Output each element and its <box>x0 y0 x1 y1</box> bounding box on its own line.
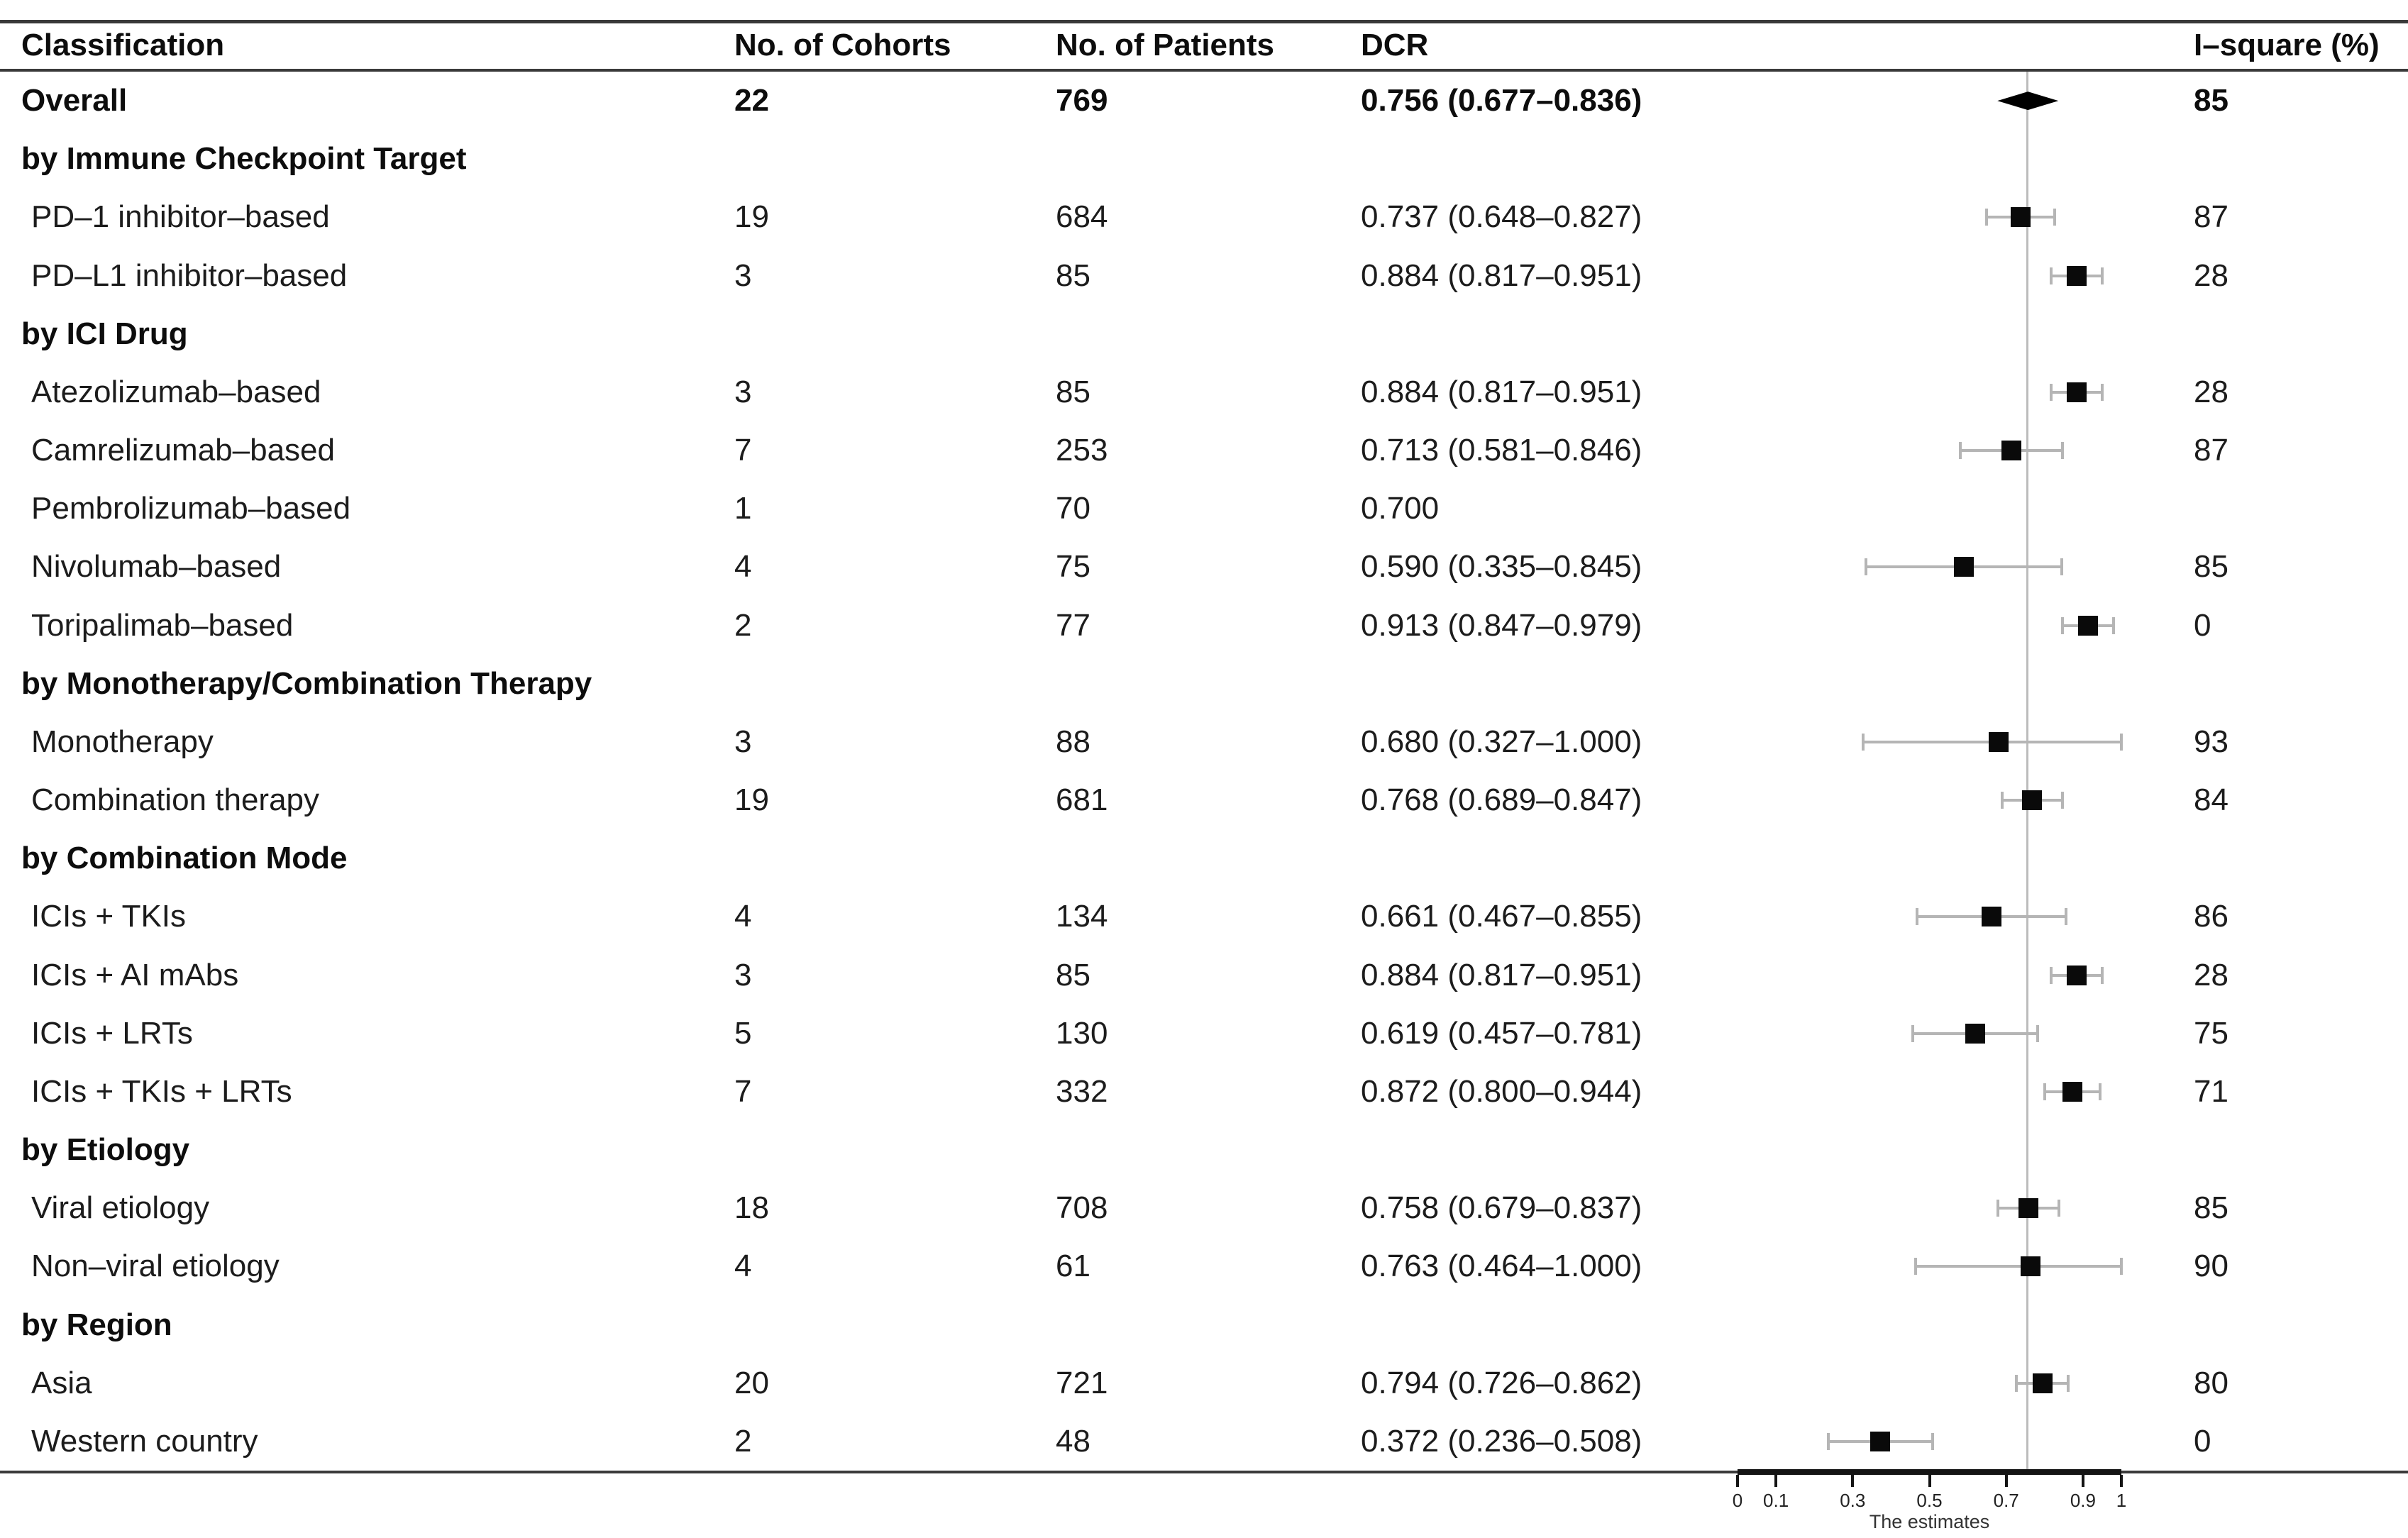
ci-cap-left <box>2050 967 2053 984</box>
i-square-cell: 90 <box>2194 1249 2228 1284</box>
section-row <box>0 1296 2408 1354</box>
dcr-cell: 0.713 (0.581–0.846) <box>1361 433 1642 468</box>
classification-cell: Atezolizumab–based <box>31 374 321 409</box>
axis-tick-label: 0.5 <box>1916 1490 1943 1511</box>
header-i-square: I–square (%) <box>2194 27 2380 62</box>
dcr-cell: 0.680 (0.327–1.000) <box>1361 724 1642 759</box>
table-row <box>0 188 2408 246</box>
classification-cell: Overall <box>21 83 128 118</box>
classification-cell: Nivolumab–based <box>31 549 282 585</box>
classification-cell: ICIs + TKIs + LRTs <box>31 1073 292 1109</box>
axis-tick-label: 0.3 <box>1840 1490 1866 1511</box>
ci-cap-right <box>2112 617 2115 634</box>
classification-cell: by Immune Checkpoint Target <box>21 141 467 177</box>
axis-tick-label: 0.7 <box>1993 1490 2019 1511</box>
patients-cell: 684 <box>1056 199 1108 235</box>
i-square-cell: 84 <box>2194 782 2228 818</box>
point-estimate-marker <box>1982 907 2001 926</box>
patients-cell: 708 <box>1056 1190 1108 1226</box>
axis-tick <box>1928 1475 1931 1487</box>
axis-tick <box>1774 1475 1777 1487</box>
ci-cap-right <box>2036 1025 2039 1042</box>
patients-cell: 134 <box>1056 899 1108 934</box>
table-row <box>0 946 2408 1005</box>
classification-cell: by ICI Drug <box>21 316 188 351</box>
patients-cell: 253 <box>1056 433 1108 468</box>
classification-cell: Western country <box>31 1423 258 1459</box>
table-row <box>0 1237 2408 1295</box>
axis-tick-label: 1 <box>2116 1490 2127 1511</box>
cohorts-cell: 1 <box>734 491 752 526</box>
classification-cell: Camrelizumab–based <box>31 433 335 468</box>
table-row <box>0 771 2408 829</box>
dcr-cell: 0.737 (0.648–0.827) <box>1361 199 1642 235</box>
classification-cell: Non–viral etiology <box>31 1249 280 1284</box>
axis-tick <box>2005 1475 2008 1487</box>
ci-whisker <box>1916 1265 2121 1268</box>
cohorts-cell: 2 <box>734 1423 752 1459</box>
dcr-cell: 0.763 (0.464–1.000) <box>1361 1249 1642 1284</box>
table-row <box>0 72 2408 130</box>
patients-cell: 61 <box>1056 1249 1090 1284</box>
ci-cap-right <box>2120 1258 2123 1275</box>
classification-cell: Combination therapy <box>31 782 320 818</box>
classification-cell: by Monotherapy/Combination Therapy <box>21 665 592 701</box>
dcr-cell: 0.661 (0.467–0.855) <box>1361 899 1642 934</box>
patients-cell: 85 <box>1056 957 1090 992</box>
i-square-cell: 28 <box>2194 258 2228 293</box>
table-header-row <box>0 21 2408 69</box>
table-row <box>0 421 2408 480</box>
classification-cell: by Combination Mode <box>21 841 348 876</box>
dcr-cell: 0.700 <box>1361 491 1440 526</box>
point-estimate-marker <box>2067 966 2087 985</box>
table-row <box>0 538 2408 596</box>
dcr-cell: 0.913 (0.847–0.979) <box>1361 607 1642 643</box>
point-estimate-marker <box>2022 790 2042 810</box>
i-square-cell: 71 <box>2194 1073 2228 1109</box>
ci-cap-left <box>2050 267 2053 284</box>
classification-cell: ICIs + AI mAbs <box>31 957 239 992</box>
patients-cell: 769 <box>1056 83 1108 118</box>
dcr-cell: 0.768 (0.689–0.847) <box>1361 782 1642 818</box>
i-square-cell: 0 <box>2194 607 2211 643</box>
ci-cap-left <box>1827 1433 1830 1450</box>
ci-cap-left <box>2001 792 2004 809</box>
cohorts-cell: 7 <box>734 433 752 468</box>
table-row <box>0 597 2408 655</box>
point-estimate-marker <box>2018 1198 2038 1218</box>
ci-cap-left <box>1865 558 1867 575</box>
i-square-cell: 75 <box>2194 1015 2228 1051</box>
i-square-cell: 85 <box>2194 549 2228 585</box>
point-estimate-marker <box>1989 732 2009 752</box>
i-square-cell: 0 <box>2194 1423 2211 1459</box>
table-row <box>0 1179 2408 1237</box>
patients-cell: 70 <box>1056 491 1090 526</box>
patients-cell: 85 <box>1056 374 1090 409</box>
point-estimate-marker <box>2011 207 2031 227</box>
cohorts-cell: 3 <box>734 957 752 992</box>
section-row <box>0 829 2408 887</box>
table-row <box>0 363 2408 421</box>
table-row <box>0 1354 2408 1412</box>
axis-tick <box>1851 1475 1854 1487</box>
dcr-cell: 0.884 (0.817–0.951) <box>1361 258 1642 293</box>
dcr-cell: 0.794 (0.726–0.862) <box>1361 1365 1642 1400</box>
classification-cell: Monotherapy <box>31 724 214 759</box>
point-estimate-marker <box>1870 1432 1890 1451</box>
cohorts-cell: 19 <box>734 782 769 818</box>
patients-cell: 130 <box>1056 1015 1108 1051</box>
classification-cell: Viral etiology <box>31 1190 210 1226</box>
ci-cap-left <box>1985 209 1988 226</box>
ci-cap-left <box>1996 1200 1999 1217</box>
classification-cell: PD–L1 inhibitor–based <box>31 258 348 293</box>
ci-cap-right <box>2101 384 2104 401</box>
axis-tick <box>2120 1475 2123 1487</box>
cohorts-cell: 3 <box>734 374 752 409</box>
x-axis-line <box>1738 1469 2121 1475</box>
table-row <box>0 1005 2408 1063</box>
table-row <box>0 1063 2408 1121</box>
classification-cell: by Etiology <box>21 1132 190 1168</box>
ci-cap-left <box>1914 1258 1917 1275</box>
cohorts-cell: 5 <box>734 1015 752 1051</box>
table-row <box>0 713 2408 771</box>
ci-cap-right <box>2067 1375 2070 1392</box>
classification-cell: ICIs + TKIs <box>31 899 187 934</box>
point-estimate-marker <box>1965 1024 1985 1044</box>
dcr-cell: 0.872 (0.800–0.944) <box>1361 1073 1642 1109</box>
table-row <box>0 480 2408 538</box>
cohorts-cell: 2 <box>734 607 752 643</box>
ci-cap-left <box>1862 734 1865 751</box>
ci-cap-left <box>1911 1025 1914 1042</box>
section-row <box>0 1121 2408 1179</box>
dcr-cell: 0.372 (0.236–0.508) <box>1361 1423 1642 1459</box>
i-square-cell: 85 <box>2194 1190 2228 1226</box>
ci-cap-right <box>2061 442 2064 459</box>
classification-cell: Asia <box>31 1365 92 1400</box>
table-row <box>0 1412 2408 1471</box>
table-row <box>0 887 2408 946</box>
point-estimate-marker <box>2067 382 2087 402</box>
classification-cell: by Region <box>21 1307 172 1342</box>
patients-cell: 681 <box>1056 782 1108 818</box>
cohorts-cell: 3 <box>734 724 752 759</box>
ci-cap-right <box>1931 1433 1934 1450</box>
dcr-cell: 0.756 (0.677–0.836) <box>1361 83 1642 118</box>
patients-cell: 332 <box>1056 1073 1108 1109</box>
patients-cell: 85 <box>1056 258 1090 293</box>
overall-diamond <box>1997 92 2058 110</box>
classification-cell: PD–1 inhibitor–based <box>31 199 330 235</box>
dcr-cell: 0.619 (0.457–0.781) <box>1361 1015 1642 1051</box>
ci-cap-left <box>2061 617 2064 634</box>
i-square-cell: 28 <box>2194 374 2228 409</box>
x-axis-title: The estimates <box>1869 1511 1990 1532</box>
dcr-cell: 0.884 (0.817–0.951) <box>1361 374 1642 409</box>
classification-cell: Pembrolizumab–based <box>31 491 351 526</box>
axis-tick-label: 0.9 <box>2070 1490 2096 1511</box>
axis-tick-label: 0 <box>1732 1490 1743 1511</box>
point-estimate-marker <box>2078 616 2098 636</box>
point-estimate-marker <box>1954 557 1974 577</box>
i-square-cell: 80 <box>2194 1365 2228 1400</box>
table-row <box>0 247 2408 305</box>
ci-cap-right <box>2101 267 2104 284</box>
point-estimate-marker <box>2001 441 2021 460</box>
patients-cell: 48 <box>1056 1423 1090 1459</box>
ci-cap-right <box>2120 734 2123 751</box>
cohorts-cell: 22 <box>734 83 769 118</box>
i-square-cell: 86 <box>2194 899 2228 934</box>
i-square-cell: 93 <box>2194 724 2228 759</box>
dcr-cell: 0.884 (0.817–0.951) <box>1361 957 1642 992</box>
ci-cap-right <box>2099 1083 2102 1100</box>
ci-cap-left <box>1959 442 1962 459</box>
point-estimate-marker <box>2062 1082 2082 1102</box>
section-row <box>0 655 2408 713</box>
ci-cap-left <box>2050 384 2053 401</box>
point-estimate-marker <box>2067 266 2087 286</box>
axis-tick-label: 0.1 <box>1763 1490 1789 1511</box>
header-classification: Classification <box>21 27 225 62</box>
header-cohorts: No. of Cohorts <box>734 27 951 62</box>
ci-cap-right <box>2061 792 2064 809</box>
ci-cap-left <box>2015 1375 2018 1392</box>
cohorts-cell: 7 <box>734 1073 752 1109</box>
cohorts-cell: 4 <box>734 1249 752 1284</box>
section-row <box>0 130 2408 188</box>
ci-cap-right <box>2101 967 2104 984</box>
cohorts-cell: 4 <box>734 549 752 585</box>
classification-cell: Toripalimab–based <box>31 607 294 643</box>
ci-cap-right <box>2065 908 2067 925</box>
i-square-cell: 87 <box>2194 433 2228 468</box>
axis-tick <box>2082 1475 2084 1487</box>
patients-cell: 721 <box>1056 1365 1108 1400</box>
ci-cap-right <box>2060 558 2063 575</box>
cohorts-cell: 19 <box>734 199 769 235</box>
header-patients: No. of Patients <box>1056 27 1275 62</box>
section-row <box>0 305 2408 363</box>
patients-cell: 75 <box>1056 549 1090 585</box>
dcr-cell: 0.758 (0.679–0.837) <box>1361 1190 1642 1226</box>
classification-cell: ICIs + LRTs <box>31 1015 193 1051</box>
point-estimate-marker <box>2021 1256 2040 1276</box>
ci-cap-right <box>2053 209 2056 226</box>
i-square-cell: 85 <box>2194 83 2228 118</box>
point-estimate-marker <box>2033 1373 2053 1393</box>
ci-cap-left <box>1916 908 1918 925</box>
patients-cell: 77 <box>1056 607 1090 643</box>
i-square-cell: 28 <box>2194 957 2228 992</box>
header-dcr: DCR <box>1361 27 1429 62</box>
ci-cap-left <box>2043 1083 2046 1100</box>
cohorts-cell: 20 <box>734 1365 769 1400</box>
axis-tick <box>1736 1475 1739 1487</box>
patients-cell: 88 <box>1056 724 1090 759</box>
cohorts-cell: 4 <box>734 899 752 934</box>
ci-cap-right <box>2058 1200 2060 1217</box>
cohorts-cell: 3 <box>734 258 752 293</box>
i-square-cell: 87 <box>2194 199 2228 235</box>
dcr-cell: 0.590 (0.335–0.845) <box>1361 549 1642 585</box>
cohorts-cell: 18 <box>734 1190 769 1226</box>
